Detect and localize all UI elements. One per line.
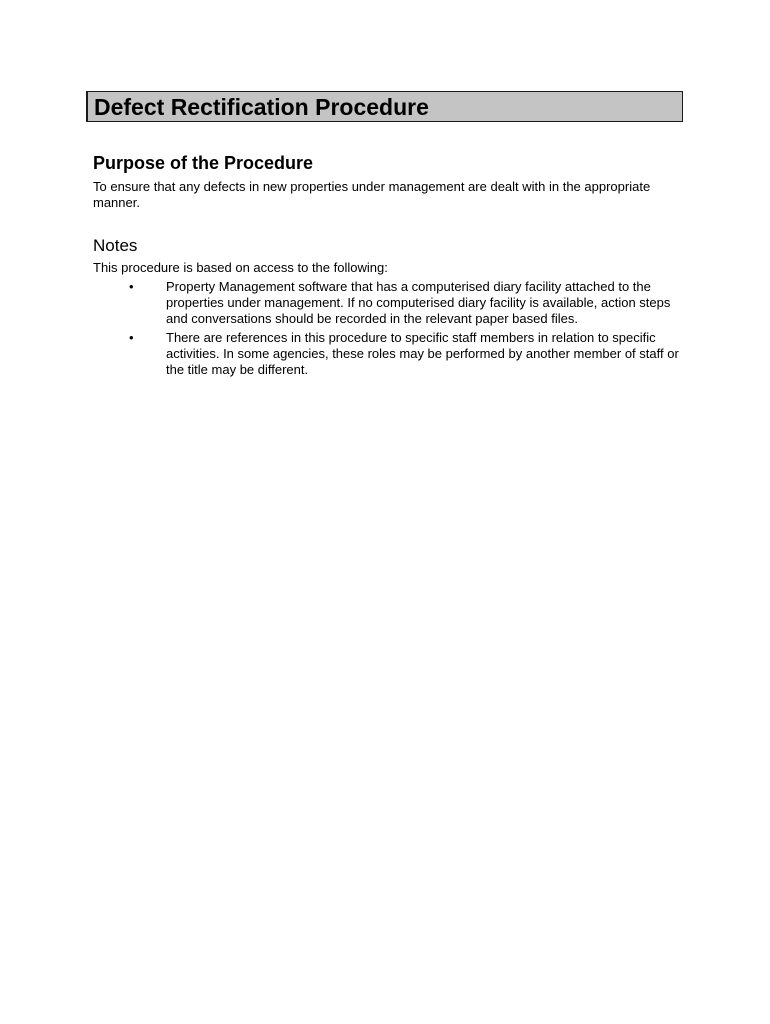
purpose-paragraph: To ensure that any defects in new properties under management are dealt with in the appropriate manner. (93, 179, 651, 210)
notes-heading: Notes (93, 236, 138, 255)
notes-intro: This procedure is based on access to the following: (93, 260, 388, 275)
bullet-icon: • (129, 279, 134, 294)
title-banner (86, 91, 683, 122)
purpose-heading: Purpose of the Procedure (93, 153, 314, 173)
list-item (93, 330, 683, 378)
notes-bullet-list (93, 279, 683, 381)
bullet-text: Property Management software that has a computerised diary facility attached to the properties under management. If no computerised diary facility is available, action steps and conversations should be recorded in the relevant paper based files. (166, 279, 671, 326)
bullet-text: There are references in this procedure to specific staff members in relation to specific activities. In some agencies, these roles may be performed by another member of staff or the title may be different. (166, 330, 679, 377)
document-title: Defect Rectification Procedure (94, 94, 429, 120)
list-item (93, 279, 683, 327)
bullet-icon: • (129, 330, 134, 345)
